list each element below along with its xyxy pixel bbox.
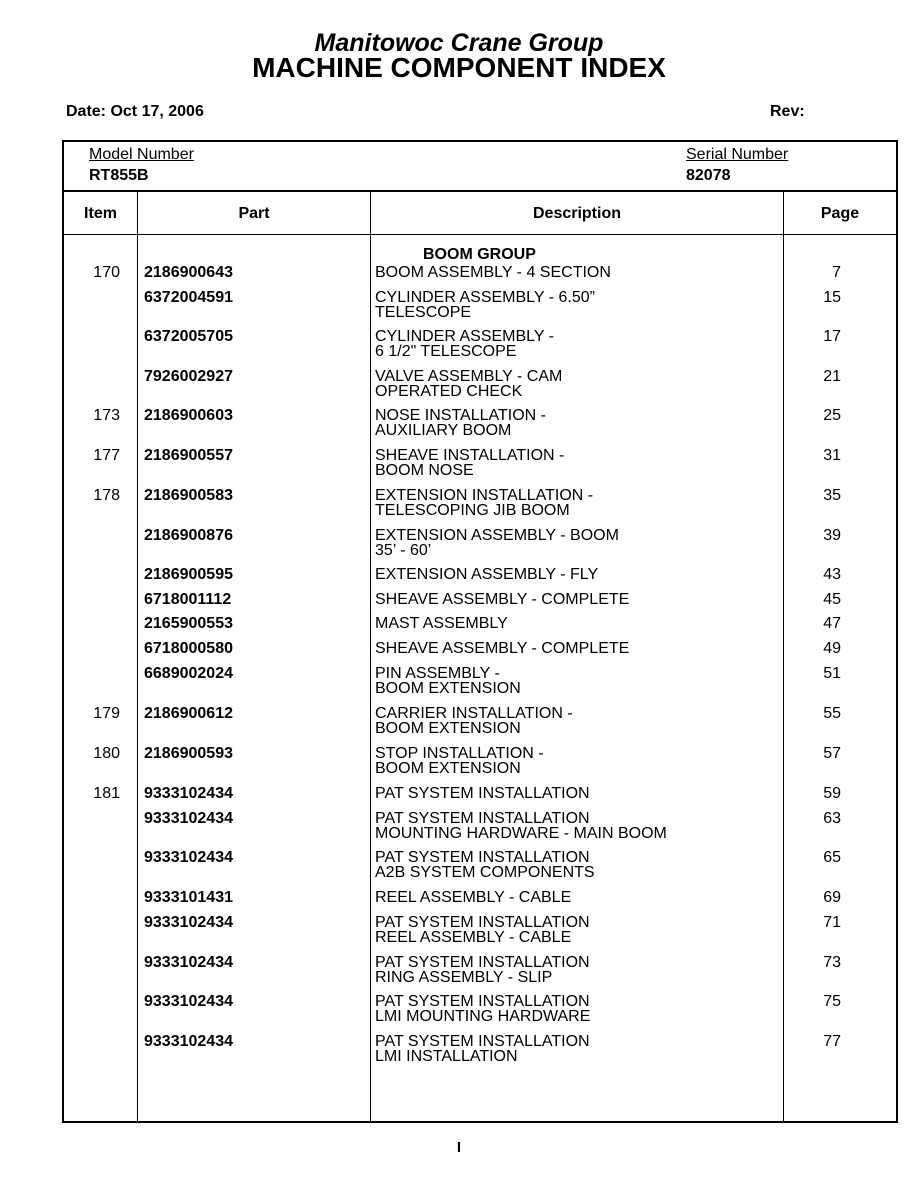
part-number: 2186900583 — [144, 487, 233, 504]
description-line: BOOM ASSEMBLY - 4 SECTION — [375, 264, 611, 281]
page-reference: 15 — [823, 289, 841, 306]
part-description — [375, 488, 775, 518]
part-number: 9333102434 — [144, 849, 233, 866]
part-description — [375, 1034, 775, 1064]
page-reference: 43 — [823, 566, 841, 583]
description-line: 35’ - 60’ — [375, 542, 432, 559]
page-reference: 75 — [823, 993, 841, 1010]
part-number: 2186900643 — [144, 264, 233, 281]
description-line: SHEAVE INSTALLATION - — [375, 447, 565, 464]
header-divider — [64, 190, 896, 192]
part-number: 9333102434 — [144, 785, 233, 802]
part-number: 6718001112 — [144, 591, 232, 608]
company-name: Manitowoc Crane Group — [314, 29, 604, 57]
part-number: 2186900595 — [144, 566, 233, 583]
page-reference: 59 — [823, 785, 841, 802]
part-number: 2165900553 — [144, 615, 233, 632]
description-line: STOP INSTALLATION - — [375, 745, 544, 762]
part-description — [375, 290, 775, 320]
part-description — [375, 915, 775, 945]
description-line: BOOM EXTENSION — [375, 680, 521, 697]
item-number: 170 — [93, 264, 120, 281]
description-line: PAT SYSTEM INSTALLATION — [375, 914, 590, 931]
part-number: 9333102434 — [144, 914, 233, 931]
description-line: REEL ASSEMBLY - CABLE — [375, 889, 572, 906]
description-line: REEL ASSEMBLY - CABLE — [375, 929, 572, 946]
group-title: BOOM GROUP — [423, 246, 536, 263]
description-line: PAT SYSTEM INSTALLATION — [375, 849, 590, 866]
item-number: 181 — [93, 785, 120, 802]
page-reference: 63 — [823, 810, 841, 827]
description-line: LMI INSTALLATION — [375, 1048, 518, 1065]
page-reference: 31 — [823, 447, 841, 464]
item-number: 177 — [93, 447, 120, 464]
description-line: LMI MOUNTING HARDWARE — [375, 1008, 591, 1025]
page-reference: 47 — [823, 615, 841, 632]
part-description — [375, 567, 775, 582]
column-header-page: Page — [820, 205, 860, 222]
description-line: PAT SYSTEM INSTALLATION — [375, 810, 590, 827]
component-index-table — [62, 140, 898, 1123]
page-reference: 73 — [823, 954, 841, 971]
part-number: 7926002927 — [144, 368, 233, 385]
part-description — [375, 265, 775, 280]
part-number: 6718000580 — [144, 640, 233, 657]
part-number: 9333102434 — [144, 1033, 233, 1050]
description-line: CYLINDER ASSEMBLY - — [375, 328, 555, 345]
description-line: PAT SYSTEM INSTALLATION — [375, 1033, 590, 1050]
part-number: 2186900603 — [144, 407, 233, 424]
description-line: PAT SYSTEM INSTALLATION — [375, 993, 590, 1010]
document-date: Date: Oct 17, 2006 — [66, 103, 204, 120]
description-line: RING ASSEMBLY - SLIP — [375, 969, 553, 986]
description-line: OPERATED CHECK — [375, 383, 523, 400]
part-description — [375, 448, 775, 478]
description-line: BOOM NOSE — [375, 462, 474, 479]
description-line: EXTENSION ASSEMBLY - FLY — [375, 566, 599, 583]
page-reference: 45 — [823, 591, 841, 608]
part-description — [375, 811, 775, 841]
item-number: 180 — [93, 745, 120, 762]
description-line: NOSE INSTALLATION - — [375, 407, 546, 424]
part-number: 9333102434 — [144, 954, 233, 971]
column-header-description: Description — [532, 205, 621, 222]
model-number-label: Model Number — [89, 146, 194, 163]
part-description — [375, 592, 775, 607]
part-description — [375, 369, 775, 399]
page-reference: 69 — [823, 889, 841, 906]
description-line: MOUNTING HARDWARE - MAIN BOOM — [375, 825, 667, 842]
column-divider — [370, 191, 371, 1121]
description-line: EXTENSION ASSEMBLY - BOOM — [375, 527, 619, 544]
description-line: CARRIER INSTALLATION - — [375, 705, 573, 722]
part-description — [375, 786, 775, 801]
column-header-part: Part — [238, 205, 270, 222]
description-line: SHEAVE ASSEMBLY - COMPLETE — [375, 640, 630, 657]
part-description — [375, 890, 775, 905]
part-description — [375, 329, 775, 359]
part-description — [375, 955, 775, 985]
serial-number-value: 82078 — [686, 167, 731, 184]
part-number: 2186900557 — [144, 447, 233, 464]
part-number: 2186900876 — [144, 527, 233, 544]
part-number: 6372004591 — [144, 289, 233, 306]
part-description — [375, 706, 775, 736]
description-line: MAST ASSEMBLY — [375, 615, 508, 632]
part-number: 9333102434 — [144, 993, 233, 1010]
description-line: BOOM EXTENSION — [375, 720, 521, 737]
model-number-value: RT855B — [89, 167, 149, 184]
page-number: I — [456, 1139, 462, 1156]
page-reference: 35 — [823, 487, 841, 504]
serial-number-label: Serial Number — [686, 146, 789, 163]
description-line: A2B SYSTEM COMPONENTS — [375, 864, 595, 881]
page-reference: 77 — [823, 1033, 841, 1050]
part-number: 9333101431 — [144, 889, 233, 906]
item-number: 173 — [93, 407, 120, 424]
description-line: AUXILIARY BOOM — [375, 422, 512, 439]
description-line: PAT SYSTEM INSTALLATION — [375, 785, 590, 802]
part-number: 9333102434 — [144, 810, 233, 827]
description-line: 6 1/2" TELESCOPE — [375, 343, 517, 360]
part-number: 2186900593 — [144, 745, 233, 762]
page-reference: 65 — [823, 849, 841, 866]
page-reference: 71 — [823, 914, 841, 931]
description-line: BOOM EXTENSION — [375, 760, 521, 777]
page-reference: 49 — [823, 640, 841, 657]
page-reference: 7 — [832, 264, 841, 281]
page-reference: 21 — [823, 368, 841, 385]
description-line: VALVE ASSEMBLY - CAM — [375, 368, 563, 385]
page-reference: 51 — [823, 665, 841, 682]
document-revision: Rev: — [770, 103, 805, 120]
page-reference: 39 — [823, 527, 841, 544]
part-description — [375, 666, 775, 696]
description-line: PAT SYSTEM INSTALLATION — [375, 954, 590, 971]
part-description — [375, 746, 775, 776]
description-line: TELESCOPING JIB BOOM — [375, 502, 570, 519]
page-reference: 57 — [823, 745, 841, 762]
description-line: TELESCOPE — [375, 304, 472, 321]
part-description — [375, 994, 775, 1024]
page-reference: 25 — [823, 407, 841, 424]
part-description — [375, 850, 775, 880]
part-description — [375, 616, 775, 631]
description-line: PIN ASSEMBLY - — [375, 665, 500, 682]
part-description — [375, 528, 775, 558]
item-number: 179 — [93, 705, 120, 722]
column-divider — [137, 191, 138, 1121]
description-line: SHEAVE ASSEMBLY - COMPLETE — [375, 591, 630, 608]
part-description — [375, 408, 775, 438]
part-number: 6372005705 — [144, 328, 233, 345]
page-reference: 55 — [823, 705, 841, 722]
column-header-item: Item — [84, 205, 117, 222]
part-number: 2186900612 — [144, 705, 233, 722]
part-number: 6689002024 — [144, 665, 233, 682]
column-header-divider — [64, 234, 896, 235]
part-description — [375, 641, 775, 656]
description-line: CYLINDER ASSEMBLY - 6.50” — [375, 289, 595, 306]
page-reference: 17 — [823, 328, 841, 345]
item-number: 178 — [93, 487, 120, 504]
description-line: EXTENSION INSTALLATION - — [375, 487, 594, 504]
document-title: MACHINE COMPONENT INDEX — [252, 52, 666, 83]
